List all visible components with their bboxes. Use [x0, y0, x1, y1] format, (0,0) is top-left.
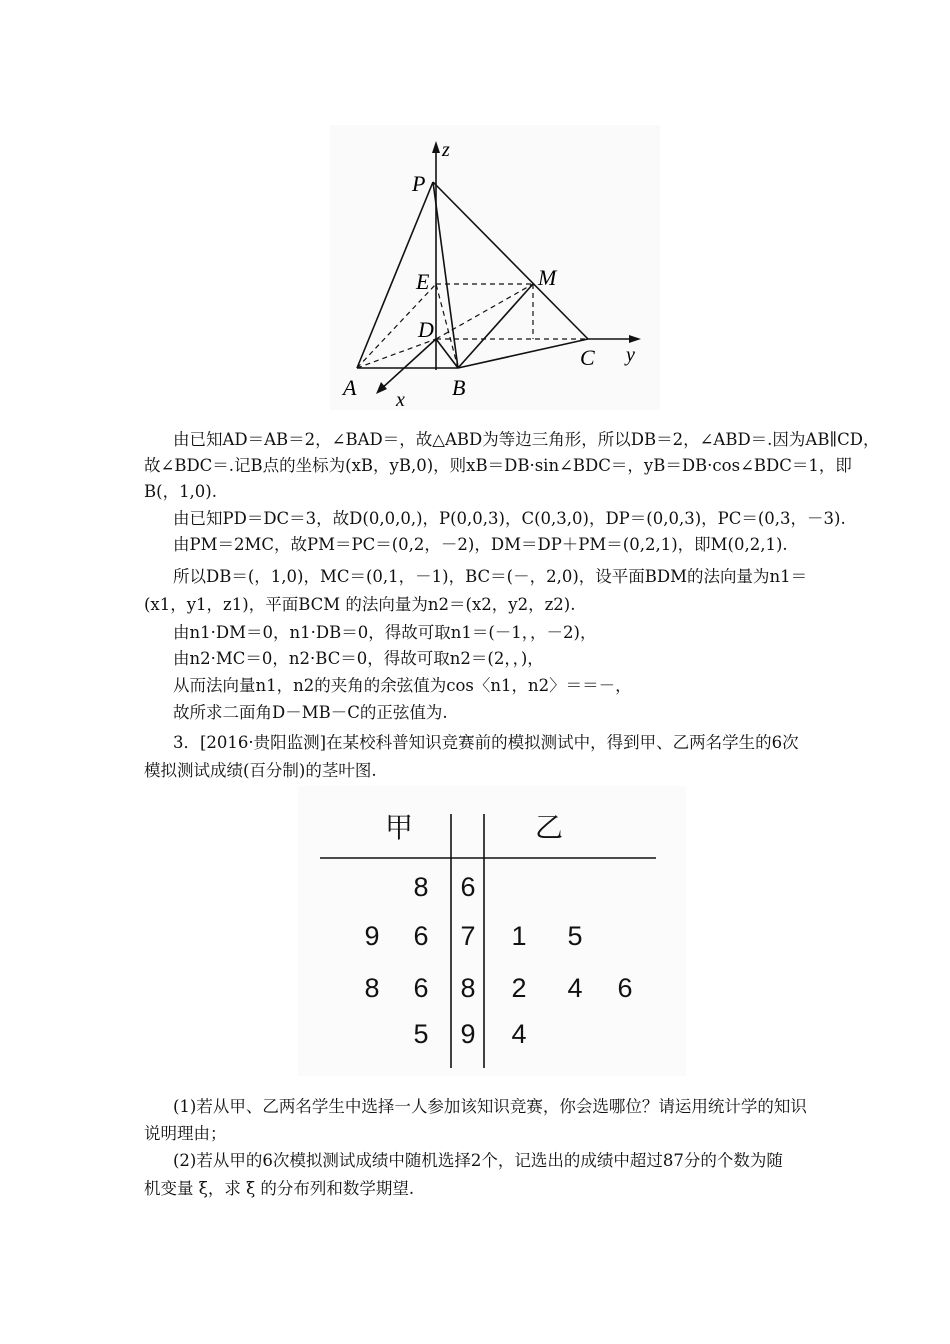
header-yi: 乙 — [535, 811, 564, 844]
stem-value: 9 — [460, 1019, 476, 1049]
problem-3-line-1: 3．[2016·贵阳监测]在某校科普知识竞赛前的模拟测试中，得到甲、乙两名学生的6次 — [173, 733, 799, 752]
text-line-2: 故∠BDC＝.记B点的坐标为(xB，yB,0)，则xB＝DB·sin∠BDC＝，yB＝DB·cos∠BDC＝1，即 — [144, 456, 852, 475]
text-line-7: (x1，y1，z1)，平面BCM 的法向量为n2＝(x2，y2，z2). — [144, 595, 576, 614]
leaf-right: 6 — [617, 973, 633, 1003]
text-line-1: 由已知AD＝AB＝2，∠BAD＝，故△ABD为等边三角形，所以DB＝2，∠ABD＝.因为AB∥CD， — [173, 430, 880, 449]
stem-value: 6 — [460, 872, 476, 902]
text-line-9: 由n2·MC＝0，n2·BC＝0，得故可取n2＝(2，，)， — [173, 649, 544, 668]
question-1-line-1: (1)若从甲、乙两名学生中选择一人参加该知识竞赛，你会选哪位？请运用统计学的知识 — [173, 1097, 807, 1116]
text-line-3: B(，1,0). — [144, 482, 217, 501]
label-M: M — [538, 265, 557, 290]
leaf-right: 1 — [511, 921, 527, 951]
text-line-6: 所以DB＝(，1,0)，MC＝(0,1，－1)，BC＝(－，2,0)，设平面BDM的法向量为n1＝ — [173, 567, 808, 586]
leaf-left: 8 — [364, 973, 380, 1003]
label-C: C — [580, 345, 595, 370]
leaf-right: 2 — [511, 973, 527, 1003]
leaf-right: 5 — [567, 921, 583, 951]
label-y: y — [626, 344, 635, 366]
text-line-8: 由n1·DM＝0，n1·DB＝0，得故可取n1＝(－1，，－2)， — [173, 623, 597, 642]
stem-value: 8 — [460, 973, 476, 1003]
label-x: x — [396, 389, 405, 410]
leaf-left: 6 — [413, 973, 429, 1003]
leaf-right: 4 — [511, 1019, 527, 1049]
pyramid-figure — [330, 125, 660, 410]
label-A: A — [343, 375, 357, 400]
stem-leaf-plot — [298, 786, 686, 1076]
leaf-left: 6 — [413, 921, 429, 951]
question-1-line-2: 说明理由； — [144, 1124, 227, 1143]
label-B: B — [452, 375, 466, 400]
question-2-line-1: (2)若从甲的6次模拟测试成绩中随机选择2个，记选出的成绩中超过87分的个数为随 — [173, 1151, 783, 1170]
text-line-10: 从而法向量n1，n2的夹角的余弦值为cos〈n1，n2〉＝＝－， — [173, 676, 632, 695]
label-E: E — [416, 269, 430, 294]
problem-3-line-2: 模拟测试成绩(百分制)的茎叶图. — [144, 761, 377, 780]
stem-value: 7 — [460, 921, 476, 951]
text-line-4: 由已知PD＝DC＝3，故D(0,0,0,)，P(0,0,3)，C(0,3,0)，DP＝(0,0,3)，PC＝(0,3，－3). — [173, 509, 846, 528]
label-P: P — [412, 171, 426, 196]
leaf-left: 8 — [413, 872, 429, 902]
label-z: z — [442, 139, 450, 161]
text-line-11: 故所求二面角D－MB－C的正弦值为. — [173, 703, 448, 722]
label-D: D — [418, 317, 434, 342]
question-2-line-2: 机变量 ξ，求 ξ 的分布列和数学期望. — [144, 1179, 415, 1198]
text-line-5: 由PM＝2MC，故PM＝PC＝(0,2，－2)，DM＝DP＋PM＝(0,2,1)，即M(0,2,1). — [173, 535, 788, 554]
leaf-right: 4 — [567, 973, 583, 1003]
leaf-left: 9 — [364, 921, 380, 951]
header-jia: 甲 — [385, 811, 414, 844]
leaf-left: 5 — [413, 1019, 429, 1049]
